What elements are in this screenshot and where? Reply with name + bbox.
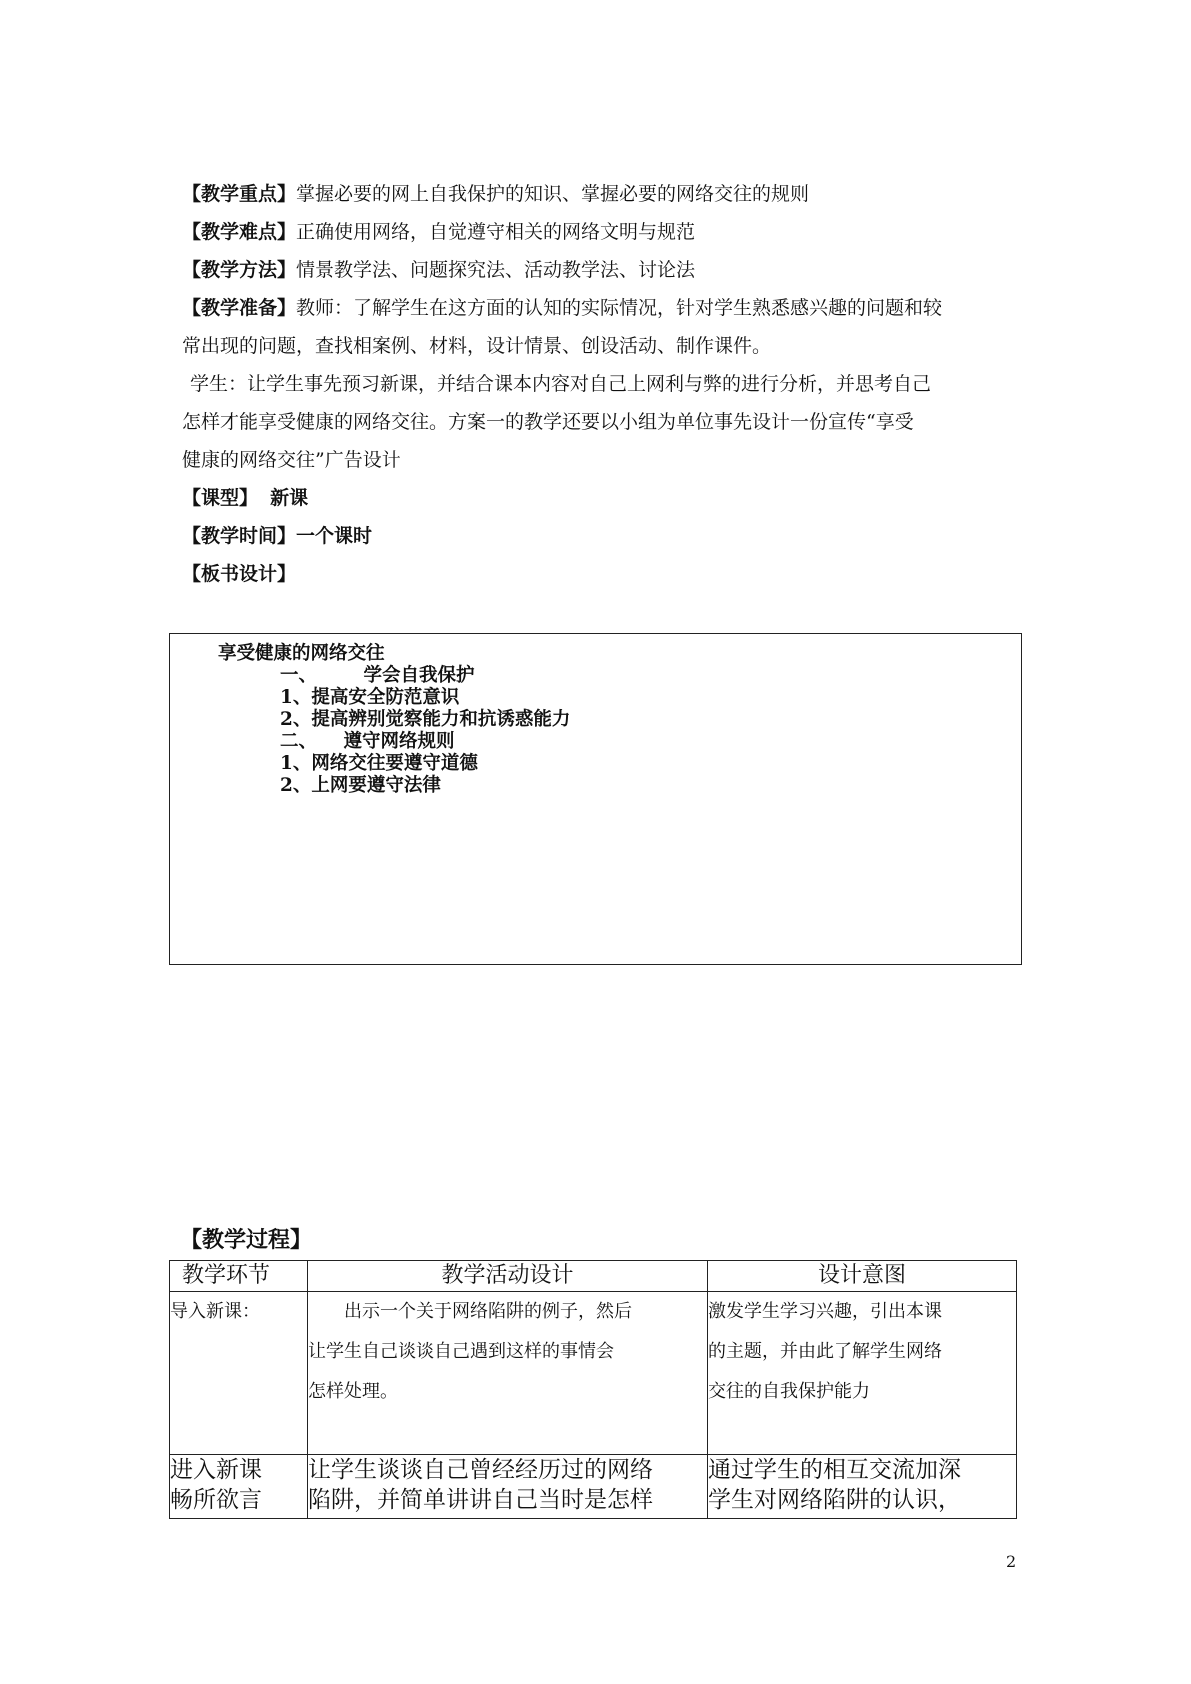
row-1-intent xyxy=(708,1292,1017,1455)
teaching-difficulty-label: 【教学难点】 xyxy=(182,221,297,243)
header-activity: 教学活动设计 xyxy=(308,1261,708,1292)
board-section-2: 二、 遵守网络规则 xyxy=(280,731,455,752)
teaching-process-label: 【教学过程】 xyxy=(180,1227,313,1253)
header-stage: 教学环节 xyxy=(170,1261,308,1292)
teaching-process-table xyxy=(169,1260,1017,1519)
board-item-1-1: 1、提高安全防范意识 xyxy=(280,687,460,708)
row-1-intent-line-1: 激发学生学习兴趣，引出本课 xyxy=(708,1301,942,1322)
board-item-2-2: 2、上网要遵守法律 xyxy=(280,775,441,796)
board-item-2-1: 1、网络交往要遵守道德 xyxy=(280,753,478,774)
preparation-label: 【教学准备】 xyxy=(182,297,297,319)
row-1-intent-line-3: 交往的自我保护能力 xyxy=(708,1381,870,1402)
lesson-type xyxy=(182,479,1022,517)
teaching-preparation xyxy=(182,289,1022,479)
preparation-student-line-1: 学生：让学生事先预习新课，并结合课本内容对自己上网利与弊的进行分析，并思考自己 xyxy=(190,373,932,395)
board-design-heading xyxy=(182,555,1022,593)
teaching-difficulty xyxy=(182,213,1022,251)
page-number: 2 xyxy=(1006,1552,1017,1571)
row-2-intent-line-1: 通过学生的相互交流加深 xyxy=(708,1457,961,1483)
row-1-activity-line-2: 让学生自己谈谈自己遇到这样的事情会 xyxy=(308,1341,614,1362)
row-2-activity-line-1: 让学生谈谈自己曾经经历过的网络 xyxy=(308,1457,653,1483)
teaching-methods-text: 情景教学法、问题探究法、活动教学法、讨论法 xyxy=(296,259,696,281)
lesson-type-label: 【课型】 xyxy=(182,487,259,509)
board-design-label: 【板书设计】 xyxy=(182,563,297,585)
row-1-intent-line-2: 的主题，并由此了解学生网络 xyxy=(708,1341,942,1362)
teaching-focus xyxy=(182,175,1022,213)
preparation-teacher-line-1 xyxy=(182,289,1022,327)
teaching-focus-label: 【教学重点】 xyxy=(182,183,297,205)
row-1-stage xyxy=(170,1292,308,1455)
header-intent: 设计意图 xyxy=(708,1261,1017,1292)
row-2-activity xyxy=(308,1455,708,1519)
row-1-activity xyxy=(308,1292,708,1455)
lesson-time xyxy=(182,517,1022,555)
teaching-methods-label: 【教学方法】 xyxy=(182,259,297,281)
preparation-student-line-2: 怎样才能享受健康的网络交往。方案一的教学还要以小组为单位事先设计一份宣传“享受 xyxy=(182,411,914,433)
row-1-activity-line-1: 出示一个关于网络陷阱的例子，然后 xyxy=(344,1301,632,1322)
board-item-1-2: 2、提高辨别觉察能力和抗诱惑能力 xyxy=(280,709,571,730)
lesson-time-label: 【教学时间】 xyxy=(182,525,297,547)
board-title: 享受健康的网络交往 xyxy=(218,643,385,664)
row-2-activity-line-2: 陷阱，并简单讲讲自己当时是怎样 xyxy=(308,1487,653,1513)
preparation-teacher-line-2: 常出现的问题，查找相案例、材料，设计情景、创设活动、制作课件。 xyxy=(182,335,772,357)
teaching-methods xyxy=(182,251,1022,289)
lesson-time-value: 一个课时 xyxy=(296,525,373,547)
table-header-row xyxy=(170,1261,1017,1292)
row-2-intent-line-2: 学生对网络陷阱的认识， xyxy=(708,1487,961,1513)
row-2-stage xyxy=(170,1455,308,1519)
board-design-box xyxy=(169,633,1022,965)
lesson-type-value: 新课 xyxy=(270,487,309,509)
board-section-1: 一、 学会自我保护 xyxy=(280,665,475,686)
row-2-stage-line-1: 进入新课 xyxy=(170,1457,262,1483)
table-row xyxy=(170,1455,1017,1519)
table-row xyxy=(170,1292,1017,1455)
teaching-difficulty-text: 正确使用网络，自觉遵守相关的网络文明与规范 xyxy=(296,221,696,243)
row-2-intent xyxy=(708,1455,1017,1519)
row-2-stage-line-2: 畅所欲言 xyxy=(170,1487,262,1513)
preparation-teacher-text-1: 教师：了解学生在这方面的认知的实际情况，针对学生熟悉感兴趣的问题和较 xyxy=(296,297,943,319)
row-1-stage-text: 导入新课： xyxy=(170,1301,260,1322)
preparation-student-line-3: 健康的网络交往”广告设计 xyxy=(182,449,401,471)
teaching-focus-text: 掌握必要的网上自我保护的知识、掌握必要的网络交往的规则 xyxy=(296,183,810,205)
row-1-activity-line-3: 怎样处理。 xyxy=(308,1381,398,1402)
